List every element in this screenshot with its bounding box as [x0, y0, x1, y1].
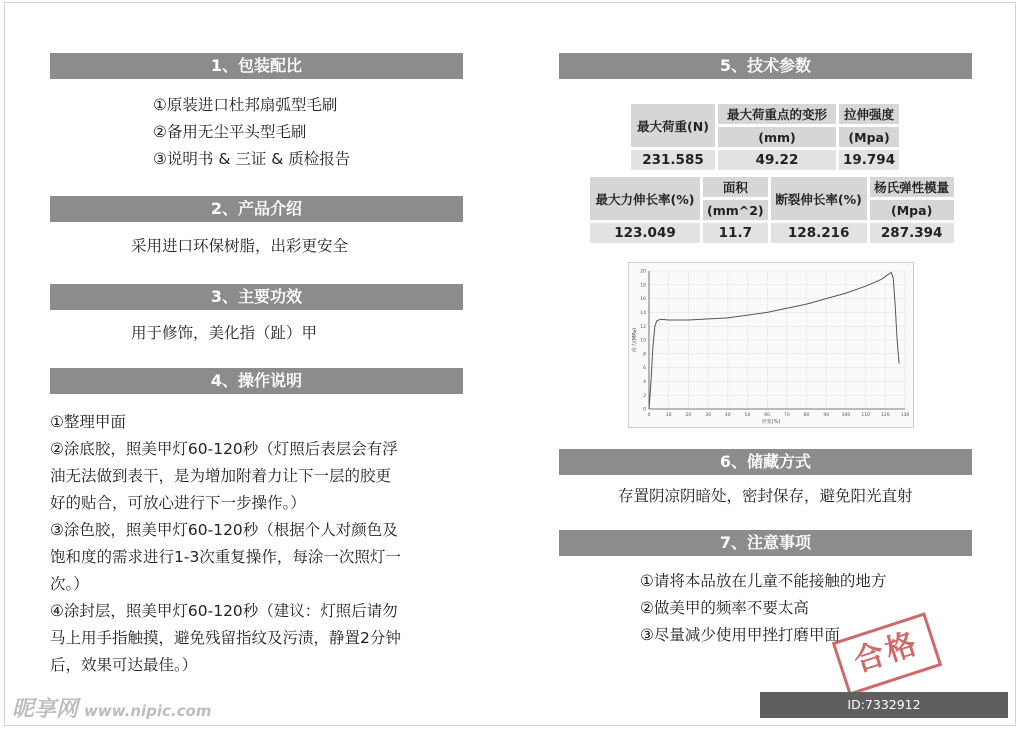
x-tick-label: 30: [705, 413, 711, 418]
section-title-instructions: 4、操作说明: [50, 368, 463, 394]
spec-header: (Mpa): [839, 127, 899, 147]
spec-value: 19.794: [839, 150, 899, 170]
spec-value: 123.049: [590, 223, 700, 243]
x-tick-label: 60: [764, 413, 771, 418]
spec-value: 128.216: [771, 223, 867, 243]
y-axis-label: 应力(MPa): [632, 327, 638, 353]
spec-header: 最大荷重(N): [631, 104, 715, 147]
x-tick-label: 50: [744, 413, 751, 418]
instruction-line: ④涂封层，照美甲灯60-120秒（建议：灯照后请勿: [50, 602, 398, 620]
x-tick-label: 130: [900, 413, 910, 418]
spec-header: 最大力伸长率(%): [590, 177, 700, 220]
instruction-line: ③涂色胶，照美甲灯60-120秒（根据个人对颜色及: [50, 521, 398, 539]
y-tick-label: 16: [640, 297, 646, 303]
storage-text: 存置阴凉阴暗处，密封保存，避免阳光直射: [618, 487, 913, 505]
x-tick-label: 110: [861, 413, 870, 418]
instruction-line: ②涂底胶，照美甲灯60-120秒（灯照后表层会有浮: [50, 440, 398, 458]
section-title-storage: 6、储藏方式: [559, 449, 972, 475]
spec-header: 拉伸强度: [839, 104, 899, 124]
x-tick-label: 120: [881, 413, 890, 418]
instruction-line: 次。）: [50, 575, 89, 593]
y-tick-label: 4: [643, 380, 646, 385]
chart-canvas: [629, 263, 913, 427]
spec-value: 287.394: [870, 223, 954, 243]
spec-value: 11.7: [703, 223, 768, 243]
image-id-bar: ID:7332912 NO:20251021113828557123: [760, 692, 1008, 718]
x-tick-label: 40: [724, 413, 731, 418]
instruction-line: 好的贴合，可放心进行下一步操作。）: [50, 494, 306, 512]
instruction-line: 饱和度的需求进行1-3次重复操作，每涂一次照灯一: [50, 548, 401, 566]
caution-item: ①请将本品放在儿童不能接触的地方: [640, 572, 887, 590]
spec-value: 231.585: [631, 150, 715, 170]
y-tick-label: 12: [640, 324, 646, 330]
packaging-item: ③说明书 & 三证 & 质检报告: [153, 150, 351, 168]
spec-table-1: [628, 101, 902, 173]
spec-table-2: [587, 174, 957, 246]
y-tick-label: 18: [640, 283, 646, 289]
intro-text: 采用进口环保树脂，出彩更安全: [131, 237, 349, 255]
y-tick-label: 20: [640, 269, 646, 275]
x-tick-label: 90: [823, 413, 830, 418]
section-title-packaging: 1、包装配比: [50, 53, 463, 79]
x-tick-label: 10: [665, 413, 672, 418]
y-tick-label: 10: [640, 338, 646, 344]
x-tick-label: 20: [685, 413, 692, 418]
caution-item: ②做美甲的频率不要太高: [640, 599, 809, 617]
stress-strain-line: [649, 272, 899, 409]
spec-header: 面积: [703, 177, 768, 197]
packaging-item: ②备用无尘平头型毛刷: [153, 123, 307, 141]
watermark: [12, 692, 211, 723]
instruction-line: 后，效果可达最佳。）: [50, 656, 198, 674]
y-tick-label: 0: [643, 407, 646, 413]
y-tick-label: 6: [643, 366, 646, 372]
x-tick-label: 0: [647, 413, 651, 418]
instruction-line: 马上用手指触摸，避免残留指纹及污渍，静置2分钟: [50, 629, 401, 647]
qualified-stamp: 合格: [832, 612, 943, 696]
instructions-text: [50, 409, 468, 679]
watermark-url: www.nipic.com: [84, 702, 212, 720]
spec-header: 最大荷重点的变形: [718, 104, 836, 124]
effect-text: 用于修饰，美化指（趾）甲: [131, 324, 318, 342]
stress-strain-chart: [628, 262, 914, 428]
watermark-name: 昵享网: [12, 697, 79, 722]
section-title-cautions: 7、注意事项: [559, 530, 972, 556]
y-tick-label: 14: [640, 311, 646, 316]
section-title-specs: 5、技术参数: [559, 53, 972, 79]
spec-value: 49.22: [718, 150, 836, 170]
section-title-effect: 3、主要功效: [50, 284, 463, 310]
instruction-line: ①整理甲面: [50, 413, 126, 431]
section-title-intro: 2、产品介绍: [50, 196, 463, 222]
x-tick-label: 100: [841, 413, 851, 418]
spec-header: 杨氏弹性模量: [870, 177, 954, 197]
x-tick-label: 80: [803, 413, 810, 418]
instruction-line: 油无法做到表干，是为增加附着力让下一层的胶更: [50, 467, 392, 485]
packaging-item: ①原装进口杜邦扇弧型毛刷: [153, 96, 338, 114]
y-tick-label: 2: [643, 393, 646, 399]
x-tick-label: 70: [783, 413, 790, 418]
spec-header: 断裂伸长率(%): [771, 177, 867, 220]
spec-header: (Mpa): [870, 200, 954, 220]
caution-item: ③尽量减少使用甲挫打磨甲面: [640, 626, 840, 644]
spec-header: (mm^2): [703, 200, 768, 220]
spec-header: (mm): [718, 127, 836, 147]
y-tick-label: 8: [643, 352, 646, 358]
x-axis-label: 应变(%): [761, 419, 781, 425]
